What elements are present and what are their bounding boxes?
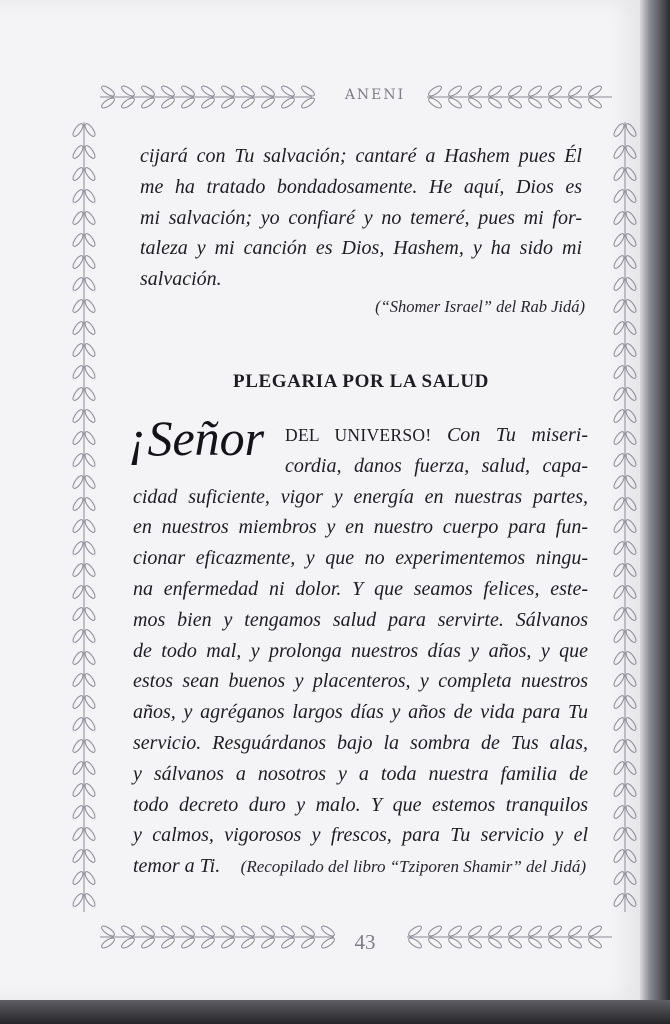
laurel-leaf	[624, 122, 637, 138]
laurel-leaf	[624, 892, 637, 908]
laurel-leaf	[624, 848, 637, 864]
laurel-leaf	[612, 540, 626, 556]
laurel-leaf	[624, 738, 637, 754]
laurel-leaf	[240, 84, 256, 98]
laurel-leaf	[624, 650, 637, 666]
laurel-leaf	[72, 320, 85, 336]
first-passage-attribution: (“Shomer Israel” del Rab Jidá)	[375, 297, 585, 316]
laurel-leaf	[427, 96, 443, 110]
laurel-leaf	[83, 232, 97, 248]
laurel-leaf	[83, 342, 97, 358]
prayer-attribution: (Recopilado del libro “Tziporen Shamir” del Jidá)	[240, 857, 586, 876]
laurel-leaf	[427, 936, 443, 950]
laurel-leaf	[624, 210, 637, 226]
text-line: mos bien y tengamos salud para servirte. Sálvanos	[133, 608, 588, 631]
book-bottom-edge	[0, 1000, 670, 1024]
laurel-leaf	[83, 892, 97, 908]
laurel-leaf	[547, 936, 563, 950]
laurel-leaf	[612, 122, 626, 138]
laurel-leaf	[624, 694, 637, 710]
laurel-leaf	[100, 936, 116, 950]
laurel-leaf	[140, 924, 156, 938]
laurel-leaf	[83, 474, 97, 490]
laurel-leaf	[260, 936, 276, 950]
text-line: y calmos, vigorosos y frescos, para Tu servicio y el	[133, 824, 588, 847]
laurel-leaf	[72, 716, 85, 732]
laurel-leaf	[612, 804, 626, 820]
laurel-leaf	[624, 782, 637, 798]
laurel-leaf	[624, 342, 637, 358]
text-line: y sálvanos a nosotros y a toda nuestra familia de	[133, 762, 588, 785]
laurel-leaf	[624, 144, 637, 160]
laurel-leaf	[612, 606, 626, 622]
laurel-leaf	[72, 804, 85, 820]
laurel-leaf	[587, 924, 603, 938]
laurel-leaf	[300, 924, 316, 938]
laurel-leaf	[567, 96, 583, 110]
section-title: PLEGARIA POR LA SALUD	[233, 371, 489, 392]
laurel-leaf	[72, 540, 85, 556]
laurel-leaf	[427, 84, 443, 98]
laurel-leaf	[587, 84, 603, 98]
laurel-leaf	[140, 84, 156, 98]
text-line: estos sean buenos y placenteros, y completa nuestros	[133, 670, 588, 693]
laurel-leaf	[83, 320, 97, 336]
laurel-leaf	[527, 84, 543, 98]
laurel-leaf	[83, 452, 97, 468]
laurel-leaf	[427, 924, 443, 938]
laurel-leaf	[467, 924, 483, 938]
laurel-leaf	[72, 870, 85, 886]
laurel-leaf	[624, 672, 637, 688]
laurel-leaf	[624, 760, 637, 776]
laurel-leaf	[624, 584, 637, 600]
laurel-leaf	[72, 782, 85, 798]
text-line: me ha tratado bondadosamente. He aquí, Dios es	[140, 175, 582, 198]
laurel-leaf	[567, 84, 583, 98]
laurel-leaf	[624, 496, 637, 512]
laurel-leaf	[160, 924, 176, 938]
laurel-leaf	[220, 936, 236, 950]
laurel-leaf	[83, 364, 97, 380]
laurel-leaf	[612, 826, 626, 842]
laurel-leaf	[612, 276, 626, 292]
laurel-leaf	[160, 96, 176, 110]
laurel-leaf	[507, 936, 523, 950]
laurel-leaf	[300, 936, 316, 950]
laurel-leaf	[487, 924, 503, 938]
laurel-leaf	[83, 782, 97, 798]
laurel-leaf	[72, 518, 85, 534]
laurel-leaf	[624, 232, 637, 248]
laurel-leaf	[624, 276, 637, 292]
laurel-leaf	[72, 144, 85, 160]
laurel-leaf	[507, 96, 523, 110]
laurel-leaf	[624, 606, 637, 622]
laurel-leaf	[612, 430, 626, 446]
laurel-leaf	[624, 804, 637, 820]
laurel-leaf	[612, 694, 626, 710]
laurel-leaf	[83, 188, 97, 204]
laurel-leaf	[612, 518, 626, 534]
laurel-leaf	[180, 936, 196, 950]
laurel-leaf	[72, 496, 85, 512]
laurel-leaf	[140, 96, 156, 110]
page-number: 43	[354, 930, 376, 954]
laurel-leaf	[83, 804, 97, 820]
laurel-leaf	[407, 936, 423, 950]
laurel-leaf	[280, 936, 296, 950]
laurel-leaf	[612, 386, 626, 402]
prayer-text	[133, 420, 588, 882]
laurel-leaf	[624, 320, 637, 336]
laurel-leaf	[260, 84, 276, 98]
running-head: ANENI	[344, 87, 406, 103]
text-line: años, y agréganos largos días y años de vida para Tu	[133, 701, 588, 724]
laurel-leaf	[83, 826, 97, 842]
laurel-leaf	[83, 694, 97, 710]
laurel-leaf	[612, 672, 626, 688]
laurel-leaf	[72, 254, 85, 270]
drop-cap: ¡Señor	[128, 410, 265, 466]
laurel-leaf	[612, 496, 626, 512]
laurel-leaf	[507, 924, 523, 938]
text-fragment: Con Tu miseri-	[431, 424, 588, 446]
laurel-leaf	[160, 84, 176, 98]
laurel-leaf	[72, 210, 85, 226]
laurel-leaf	[83, 540, 97, 556]
laurel-leaf	[467, 936, 483, 950]
laurel-leaf	[612, 584, 626, 600]
text-line: salvación.	[140, 268, 222, 291]
laurel-leaf	[612, 738, 626, 754]
laurel-leaf	[72, 342, 85, 358]
laurel-leaf	[72, 166, 85, 182]
laurel-leaf	[83, 166, 97, 182]
laurel-leaf	[72, 562, 85, 578]
laurel-leaf	[280, 84, 296, 98]
laurel-leaf	[624, 540, 637, 556]
laurel-leaf	[72, 364, 85, 380]
laurel-leaf	[83, 650, 97, 666]
laurel-leaf	[120, 84, 136, 98]
laurel-leaf	[612, 650, 626, 666]
laurel-leaf	[200, 96, 216, 110]
laurel-leaf	[72, 606, 85, 622]
laurel-leaf	[72, 650, 85, 666]
laurel-leaf	[612, 408, 626, 424]
laurel-leaf	[120, 96, 136, 110]
laurel-leaf	[624, 254, 637, 270]
laurel-leaf	[624, 298, 637, 314]
laurel-leaf	[612, 474, 626, 490]
laurel-leaf	[447, 96, 463, 110]
laurel-leaf	[83, 254, 97, 270]
laurel-leaf	[624, 452, 637, 468]
laurel-leaf	[612, 298, 626, 314]
book-cover-edge	[640, 0, 670, 1024]
laurel-leaf	[624, 562, 637, 578]
laurel-leaf	[624, 628, 637, 644]
laurel-leaf	[180, 84, 196, 98]
laurel-leaf	[260, 924, 276, 938]
laurel-leaf	[100, 96, 116, 110]
laurel-leaf	[72, 276, 85, 292]
laurel-leaf	[447, 924, 463, 938]
laurel-leaf	[624, 166, 637, 182]
laurel-leaf	[612, 166, 626, 182]
text-line	[133, 420, 588, 451]
laurel-leaf	[612, 188, 626, 204]
laurel-leaf	[83, 408, 97, 424]
laurel-leaf	[83, 738, 97, 754]
laurel-leaf	[83, 518, 97, 534]
laurel-leaf	[612, 320, 626, 336]
laurel-leaf	[200, 84, 216, 98]
laurel-leaf	[547, 924, 563, 938]
laurel-leaf	[83, 628, 97, 644]
laurel-leaf	[72, 848, 85, 864]
laurel-leaf	[72, 892, 85, 908]
text-line: na enfermedad ni dolor. Y que seamos felices, este-	[133, 577, 588, 600]
laurel-leaf	[280, 96, 296, 110]
laurel-leaf	[72, 694, 85, 710]
laurel-leaf	[180, 96, 196, 110]
text-line: cijará con Tu salvación; cantaré a Hashem pues Él	[140, 145, 582, 167]
laurel-leaf	[72, 738, 85, 754]
laurel-leaf	[180, 924, 196, 938]
laurel-leaf	[507, 84, 523, 98]
laurel-leaf	[200, 924, 216, 938]
laurel-leaf	[260, 96, 276, 110]
laurel-leaf	[612, 782, 626, 798]
laurel-leaf	[220, 84, 236, 98]
laurel-leaf	[83, 298, 97, 314]
laurel-leaf	[72, 298, 85, 314]
laurel-leaf	[567, 936, 583, 950]
laurel-leaf	[527, 936, 543, 950]
laurel-leaf	[83, 760, 97, 776]
laurel-leaf	[83, 848, 97, 864]
text-line: temor a Ti.	[133, 855, 221, 878]
laurel-leaf	[240, 936, 256, 950]
laurel-leaf	[240, 924, 256, 938]
laurel-leaf	[527, 96, 543, 110]
laurel-leaf	[220, 924, 236, 938]
laurel-leaf	[487, 936, 503, 950]
laurel-leaf	[487, 84, 503, 98]
laurel-leaf	[280, 924, 296, 938]
first-passage	[140, 141, 582, 295]
laurel-leaf	[587, 96, 603, 110]
laurel-leaf	[83, 430, 97, 446]
text-line: en nuestros miembros y en nuestro cuerpo para fun-	[133, 516, 588, 539]
laurel-leaf	[624, 188, 637, 204]
laurel-leaf	[612, 848, 626, 864]
laurel-leaf	[612, 760, 626, 776]
laurel-leaf	[72, 826, 85, 842]
text-line: servicio. Resguárdanos bajo la sombra de Tus alas,	[133, 731, 588, 754]
laurel-leaf	[120, 924, 136, 938]
laurel-leaf	[72, 672, 85, 688]
laurel-leaf	[547, 84, 563, 98]
laurel-leaf	[83, 870, 97, 886]
laurel-leaf	[612, 452, 626, 468]
laurel-leaf	[612, 870, 626, 886]
laurel-leaf	[83, 562, 97, 578]
laurel-leaf	[240, 96, 256, 110]
laurel-leaf	[624, 408, 637, 424]
laurel-leaf	[467, 96, 483, 110]
laurel-leaf	[72, 408, 85, 424]
laurel-leaf	[72, 760, 85, 776]
laurel-leaf	[83, 210, 97, 226]
laurel-leaf	[300, 96, 316, 110]
laurel-leaf	[72, 430, 85, 446]
laurel-leaf	[612, 562, 626, 578]
laurel-leaf	[624, 870, 637, 886]
laurel-leaf	[612, 144, 626, 160]
laurel-leaf	[447, 84, 463, 98]
laurel-leaf	[624, 518, 637, 534]
laurel-leaf	[612, 716, 626, 732]
laurel-leaf	[72, 188, 85, 204]
laurel-leaf	[612, 342, 626, 358]
laurel-leaf	[612, 628, 626, 644]
laurel-leaf	[407, 924, 423, 938]
laurel-leaf	[624, 716, 637, 732]
laurel-leaf	[200, 936, 216, 950]
laurel-leaf	[587, 936, 603, 950]
text-line: taleza y mi canción es Dios, Hashem, y ha sido mi	[140, 237, 582, 260]
laurel-leaf	[624, 364, 637, 380]
laurel-leaf	[83, 122, 97, 138]
laurel-leaf	[160, 936, 176, 950]
laurel-leaf	[72, 628, 85, 644]
text-line: cordia, danos fuerza, salud, capa-	[285, 454, 588, 477]
laurel-leaf	[120, 936, 136, 950]
laurel-leaf	[83, 386, 97, 402]
laurel-leaf	[100, 84, 116, 98]
text-line: cidad suficiente, vigor y energía en nuestras partes,	[133, 485, 588, 508]
laurel-leaf	[72, 122, 85, 138]
laurel-leaf	[624, 474, 637, 490]
text-line: mi salvación; yo confiaré y no temeré, pues mi for-	[140, 206, 582, 229]
laurel-leaf	[140, 936, 156, 950]
laurel-leaf	[83, 496, 97, 512]
laurel-leaf	[624, 386, 637, 402]
laurel-leaf	[547, 96, 563, 110]
laurel-leaf	[83, 672, 97, 688]
laurel-leaf	[83, 144, 97, 160]
laurel-leaf	[300, 84, 316, 98]
small-caps-phrase: DEL UNIVERSO!	[285, 425, 432, 445]
laurel-leaf	[467, 84, 483, 98]
laurel-leaf	[527, 924, 543, 938]
laurel-leaf	[487, 96, 503, 110]
text-line: cionar eficazmente, y que no experimentemos ningu-	[133, 547, 588, 570]
laurel-leaf	[612, 892, 626, 908]
laurel-leaf	[624, 430, 637, 446]
laurel-leaf	[567, 924, 583, 938]
laurel-leaf	[612, 364, 626, 380]
laurel-leaf	[72, 584, 85, 600]
laurel-leaf	[83, 584, 97, 600]
laurel-leaf	[612, 232, 626, 248]
laurel-leaf	[220, 96, 236, 110]
laurel-leaf	[83, 276, 97, 292]
laurel-leaf	[83, 606, 97, 622]
laurel-leaf	[72, 232, 85, 248]
laurel-leaf	[612, 254, 626, 270]
laurel-leaf	[72, 452, 85, 468]
laurel-leaf	[100, 924, 116, 938]
laurel-leaf	[612, 210, 626, 226]
text-line: de todo mal, y prolonga nuestros días y años, y que	[133, 639, 588, 662]
laurel-leaf	[83, 716, 97, 732]
laurel-leaf	[624, 826, 637, 842]
text-line: todo decreto duro y malo. Y que estemos tranquilos	[133, 793, 588, 816]
laurel-leaf	[72, 474, 85, 490]
laurel-leaf	[447, 936, 463, 950]
laurel-leaf	[72, 386, 85, 402]
